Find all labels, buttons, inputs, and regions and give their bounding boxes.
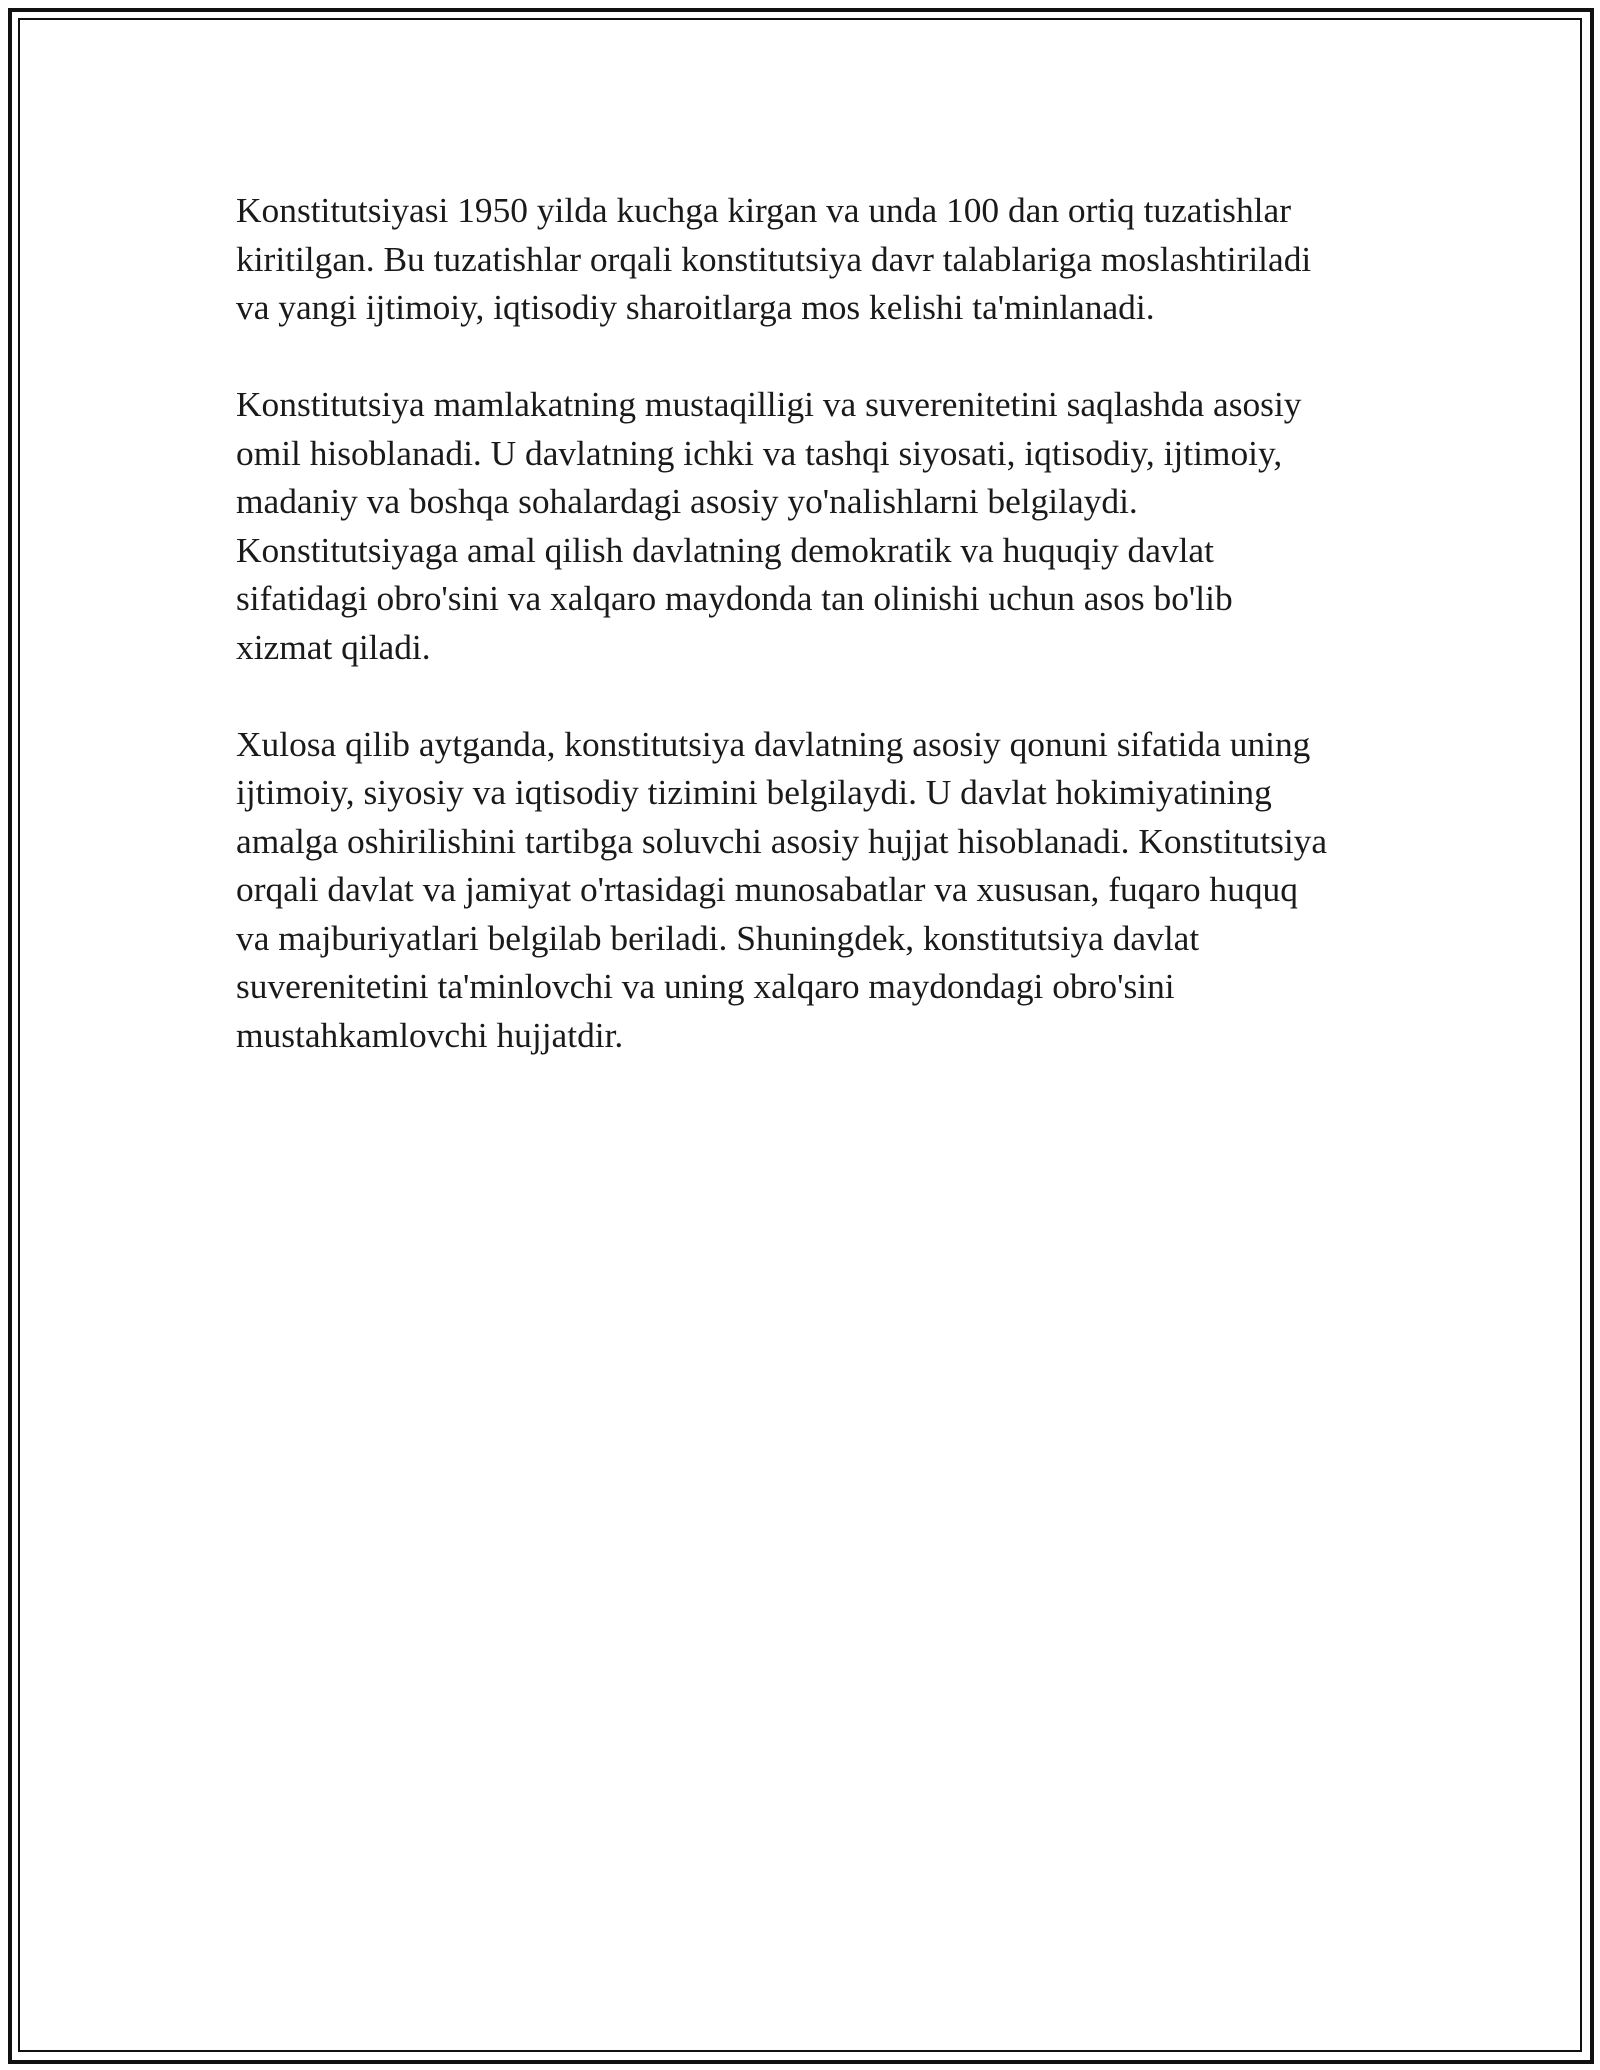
text-line: mustahkamlovchi hujjatdir. <box>236 1014 624 1055</box>
text-line: va yangi ijtimoiy, iqtisodiy sharoitlarga mos kelishi ta'minlanadi. <box>236 287 1155 327</box>
text-line: va majburiyatlari belgilab beriladi. Shuningdek, konstitutsiya davlat <box>236 917 1200 958</box>
text-line: kiritilgan. Bu tuzatishlar orqali konstitutsiya davr talablariga moslashtiriladi <box>236 238 1312 279</box>
text-line: amalga oshirilishini tartibga soluvchi asosiy hujjat hisoblanadi. Konstitutsiya <box>236 820 1328 861</box>
text-line: orqali davlat va jamiyat o'rtasidagi munosabatlar va xususan, fuqaro huquq <box>236 869 1298 909</box>
text-line: ijtimoiy, siyosiy va iqtisodiy tizimini belgilaydi. U davlat hokimiyatining <box>236 772 1272 812</box>
text-line: Konstitutsiyaga amal qilish davlatning demokratik va huquqiy davlat <box>236 529 1214 570</box>
text-line: Konstitutsiya mamlakatning mustaqilligi va suverenitetini saqlashda asosiy <box>236 384 1302 424</box>
text-line: Konstitutsiyasi 1950 yilda kuchga kirgan va unda 100 dan ortiq tuzatishlar <box>236 190 1291 230</box>
paragraph-1 <box>236 186 1376 332</box>
text-line: xizmat qiladi. <box>236 626 431 667</box>
paragraph-2 <box>236 380 1376 671</box>
document-body <box>236 186 1376 1108</box>
text-line: suverenitetini ta'minlovchi va uning xalqaro maydondagi obro'sini <box>236 966 1175 1006</box>
text-line: omil hisoblanadi. U davlatning ichki va tashqi siyosati, iqtisodiy, ijtimoiy, <box>236 432 1283 473</box>
text-line: madaniy va boshqa sohalardagi asosiy yo'nalishlarni belgilaydi. <box>236 481 1138 521</box>
paragraph-3 <box>236 720 1376 1060</box>
text-line: sifatidagi obro'sini va xalqaro maydonda tan olinishi uchun asos bo'lib <box>236 578 1233 618</box>
text-line: Xulosa qilib aytganda, konstitutsiya davlatning asosiy qonuni sifatida uning <box>236 723 1311 764</box>
